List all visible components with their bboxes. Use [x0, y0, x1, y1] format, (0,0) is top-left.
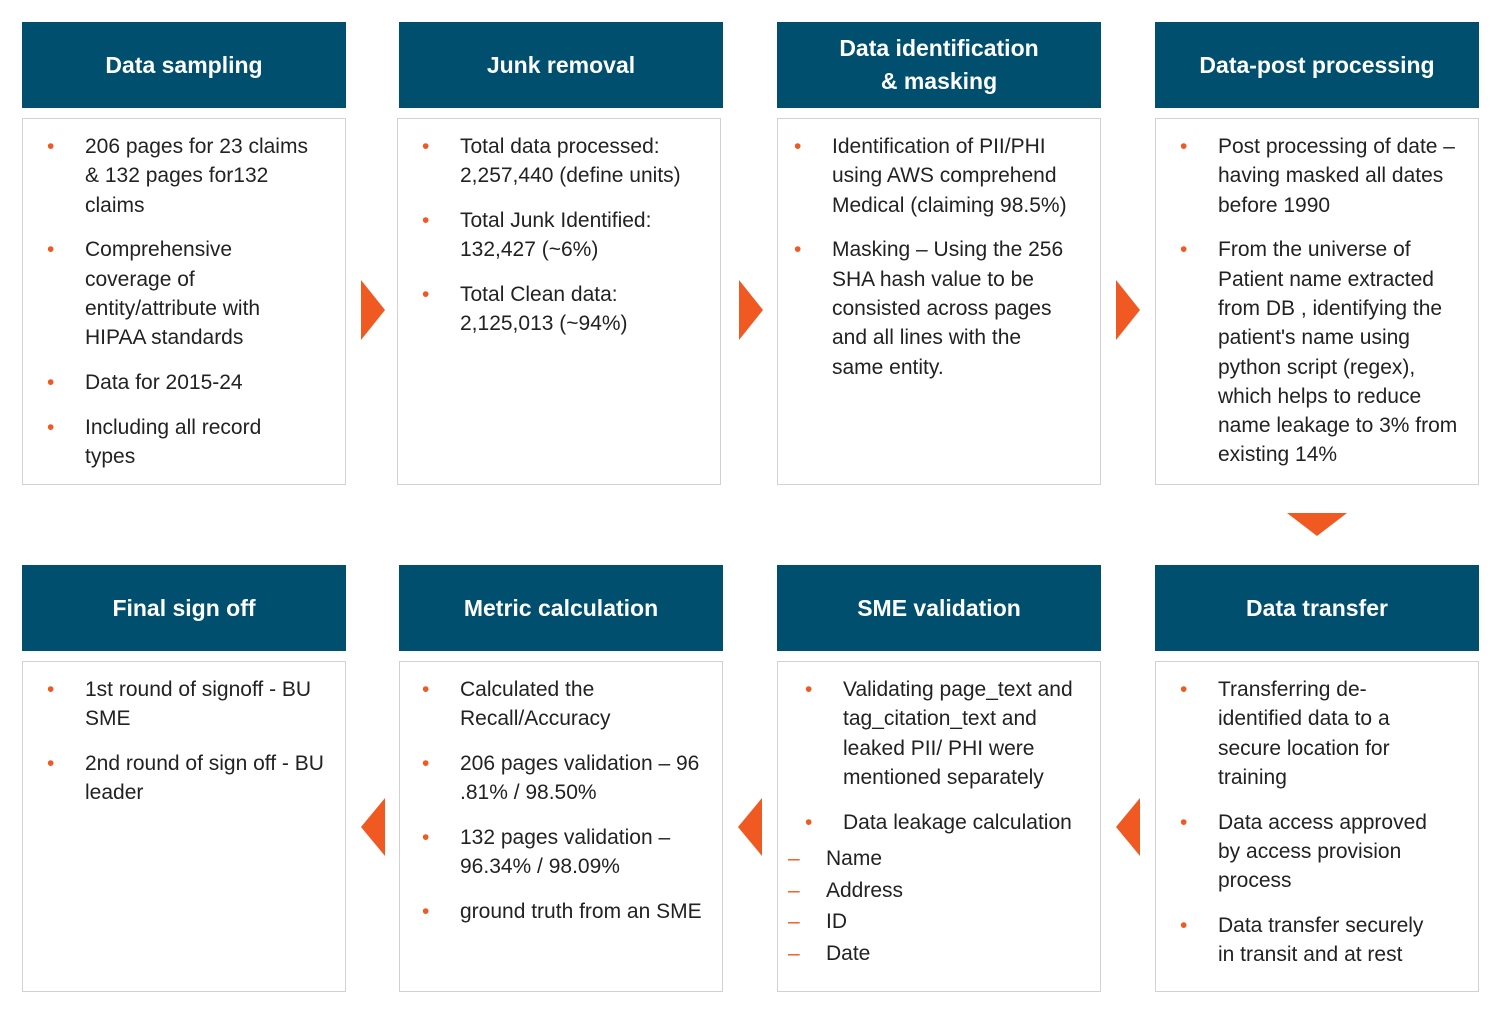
bullet: • Including all record types [85, 413, 315, 472]
step-data-transfer-box [1155, 661, 1479, 992]
bullet: • ground truth from an SME [460, 897, 702, 926]
bullet [826, 808, 1095, 970]
step-data-sampling-bullets [85, 132, 315, 487]
bullet: • Total data processed: 2,257,440 (define units) [460, 132, 705, 191]
bullet: • Post processing of date – having masked all dates before 1990 [1218, 132, 1466, 220]
sub-item: – Address [778, 875, 1095, 907]
bullet: • 2nd round of sign off - BU leader [85, 749, 325, 808]
step-data-post-processing-box [1155, 118, 1479, 485]
arrow-right-icon [361, 280, 385, 340]
sub-item: – Name [778, 843, 1095, 875]
arrow-right-icon [739, 280, 763, 340]
step-data-sampling-title: Data sampling [22, 22, 346, 108]
step-sme-validation-box [777, 661, 1101, 992]
step-data-transfer-bullets [1218, 675, 1443, 985]
step-data-sampling-box [22, 118, 346, 485]
arrow-left-icon [738, 798, 762, 856]
arrow-down-icon [1287, 513, 1347, 536]
step-data-transfer-title: Data transfer [1155, 565, 1479, 651]
step-data-identification-title: Data identification & masking [777, 22, 1101, 108]
bullet: • 206 pages validation – 96 .81% / 98.50% [460, 749, 702, 808]
step-data-post-processing-bullets [1218, 132, 1466, 485]
bullet: • Transferring de-identified data to a secure location for training [1218, 675, 1443, 792]
step-junk-removal-title: Junk removal [399, 22, 723, 108]
sub-item: – ID [778, 906, 1095, 938]
bullet: • Comprehensive coverage of entity/attribute with HIPAA standards [85, 235, 315, 352]
bullet: • Data transfer securely in transit and at rest [1218, 911, 1443, 970]
step-data-post-processing-title: Data-post processing [1155, 22, 1479, 108]
step-final-sign-off-bullets [85, 675, 325, 823]
bullet: • Masking – Using the 256 SHA hash value to be consisted across pages and all lines with the same entity. [832, 235, 1072, 381]
bullet: • Validating page_text and tag_citation_text and leaked PII/ PHI were mentioned separately [843, 675, 1095, 792]
step-metric-calculation-title: Metric calculation [399, 565, 723, 651]
bullet: • Data for 2015-24 [85, 368, 315, 397]
step-data-identification-box [777, 118, 1101, 485]
step-sme-validation-bullets [826, 675, 1095, 985]
sub-item: – Date [778, 938, 1095, 970]
bullet: • 1st round of signoff - BU SME [85, 675, 325, 734]
arrow-left-icon [361, 798, 385, 856]
bullet: • 206 pages for 23 claims & 132 pages for132 claims [85, 132, 315, 220]
arrow-left-icon [1116, 798, 1140, 856]
bullet: • 132 pages validation – 96.34% / 98.09% [460, 823, 702, 882]
step-metric-calculation-bullets [460, 675, 702, 942]
step-junk-removal-bullets [460, 132, 705, 354]
bullet: • Identification of PII/PHI using AWS comprehend Medical (claiming 98.5%) [832, 132, 1072, 220]
step-junk-removal-box [397, 118, 721, 485]
bullet: • From the universe of Patient name extracted from DB , identifying the patient's name using python script (regex), which helps to reduce name leakage to 3% from existing 14% [1218, 235, 1466, 469]
step-final-sign-off-title: Final sign off [22, 565, 346, 651]
bullet: • Data access approved by access provision process [1218, 808, 1443, 896]
leakage-sub-list [778, 843, 1095, 969]
step-metric-calculation-box [399, 661, 723, 992]
arrow-right-icon [1116, 280, 1140, 340]
step-sme-validation-title: SME validation [777, 565, 1101, 651]
bullet: • Total Clean data: 2,125,013 (~94%) [460, 280, 705, 339]
step-final-sign-off-box [22, 661, 346, 992]
step-data-identification-bullets [832, 132, 1072, 397]
bullet: • Total Junk Identified: 132,427 (~6%) [460, 206, 705, 265]
bullet: • Calculated the Recall/Accuracy [460, 675, 702, 734]
bullet-text: Data leakage calculation [843, 810, 1072, 834]
